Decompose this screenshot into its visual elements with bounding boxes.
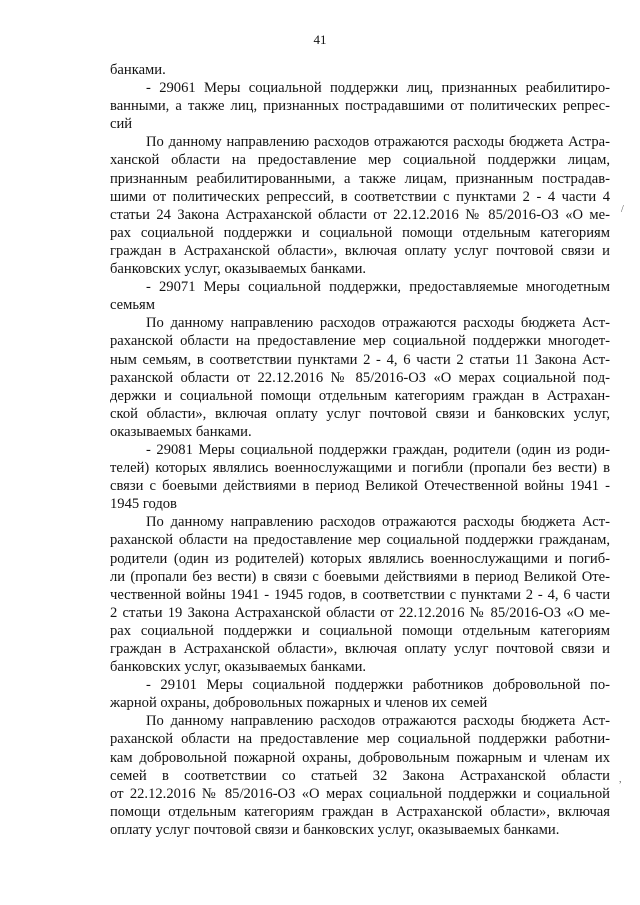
text-line: раханской области на предоставление мер социальной поддержки работни- <box>110 731 610 748</box>
text-line: - 29061 Меры социальной поддержки лиц, признанных реабилитиро- <box>146 80 610 97</box>
text-line: - 29101 Меры социальной поддержки работников добровольной по- <box>146 677 610 694</box>
text-line: По данному направлению расходов отражаются расходы бюджета Аст- <box>146 315 610 332</box>
text-line: - 29081 Меры социальной поддержки граждан, родители (один из роди- <box>146 441 610 458</box>
text-line: раханской области на предоставление мер социальной поддержки многодет- <box>110 333 610 350</box>
text-line: По данному направлению расходов отражаются расходы бюджета Аст- <box>146 514 610 531</box>
text-line: граждан в Астраханской области», включая оплату услуг почтовой связи и <box>110 242 610 259</box>
text-line: семей в соответствии со статьей 32 Закона Астраханской области <box>110 767 610 784</box>
text-line: ханской области на предоставление мер социальной поддержки лицам, <box>110 152 610 169</box>
text-line: ской области», включая оплату услуг почтовой связи и банковских услуг, <box>110 405 610 422</box>
scan-mark: , <box>619 774 622 785</box>
text-line: семьям <box>110 297 155 314</box>
text-line: родители (один из родителей) которых являлись военнослужащими и погиб- <box>110 550 610 567</box>
text-line: банками. <box>110 62 166 78</box>
text-line: оказываемых банками. <box>110 423 252 440</box>
text-line: телей) которых являлись военнослужащими и погибли (пропали без вести) в <box>110 460 610 477</box>
text-line: банковских услуг, оказываемых банками. <box>110 261 367 278</box>
text-line: помощи отдельным категориям граждан в Астраханской области», включая <box>110 803 610 820</box>
text-line: По данному направлению расходов отражаются расходы бюджета Аст- <box>146 713 610 730</box>
text-line: граждан в Астраханской области», включая оплату услуг почтовой связи и <box>110 641 610 657</box>
text-line: ным семьям, в соответствии пунктами 2 - 4, 6 части 2 статьи 11 Закона Аст- <box>110 351 610 368</box>
text-line: раханской области на предоставление мер социальной поддержки гражданам, <box>110 532 610 549</box>
text-line: 2 статьи 19 Закона Астраханской области от 22.12.2016 № 85/2016-ОЗ «О ме- <box>110 604 610 621</box>
text-line: связи с боевыми действиями в период Великой Отечественной войны 1941 - <box>110 478 610 495</box>
text-line: статьи 24 Закона Астраханской области от 22.12.2016 № 85/2016-ОЗ «О ме- <box>110 206 610 223</box>
text-line: раханской области от 22.12.2016 № 85/2016-ОЗ «О мерах социальной под- <box>110 369 610 386</box>
text-line: признанным реабилитированными, а также лицам, признанным пострадав- <box>110 170 610 187</box>
text-line: шими от политических репрессий, в соответствии с пунктами 2 - 4 части 4 <box>110 188 610 205</box>
text-line: сий <box>110 116 133 133</box>
text-line: от 22.12.2016 № 85/2016-ОЗ «О мерах социальной поддержки и социальной <box>110 785 610 802</box>
text-line: оплату услуг почтовой связи и банковских услуг, оказываемых банками. <box>110 821 560 838</box>
text-line: держки и социальной помощи отдельным категориям граждан в Астрахан- <box>110 387 610 404</box>
page-number: 41 <box>313 32 327 47</box>
text-line: рах социальной поддержки и социальной помощи отдельным категориям <box>110 622 610 639</box>
text-line: ли (пропали без вести) в связи с боевыми действиями в период Великой Оте- <box>110 568 610 585</box>
document-body <box>110 61 610 839</box>
text-line: По данному направлению расходов отражаются расходы бюджета Астра- <box>146 134 610 151</box>
text-line: банковских услуг, оказываемых банками. <box>110 659 367 676</box>
text-line: рах социальной поддержки и социальной помощи отдельным категориям <box>110 224 610 241</box>
text-line: ванными, а также лиц, признанных пострадавшими от политических репрес- <box>110 98 610 115</box>
text-line: жарной охраны, добровольных пожарных и членов их семей <box>110 695 488 712</box>
text-line: кам добровольной пожарной охраны, добровольным пожарным и членам их <box>110 749 610 766</box>
text-line: чественной войны 1941 - 1945 годов, в соответствии с пунктами 2 - 4, 6 части <box>110 586 610 603</box>
text-line: 1945 годов <box>110 496 177 513</box>
scan-mark: / <box>621 204 624 215</box>
text-line: - 29071 Меры социальной поддержки, предоставляемые многодетным <box>146 279 610 296</box>
